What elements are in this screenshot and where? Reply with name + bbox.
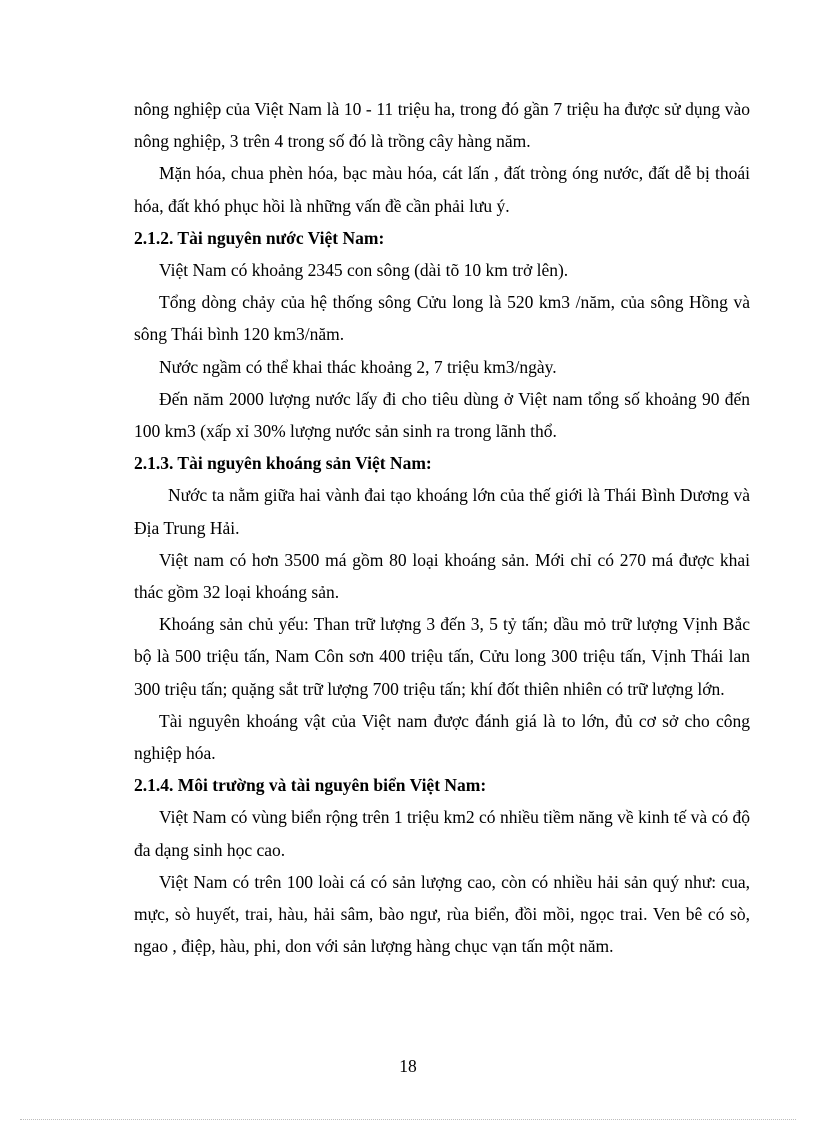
paragraph: Việt nam có hơn 3500 má gồm 80 loại khoáng sản. Mới chỉ có 270 má được khai thác gồm 32 loại khoáng sản.: [134, 549, 750, 603]
paragraph: Việt Nam có trên 100 loài cá có sản lượng cao, còn có nhiều hải sản quý như: cua, mực, sò huyết, trai, hàu, hải sâm, bào ngư, rùa biển, đồi mồi, ngọc trai. Ven bê có sò, ngao , điệp, hàu, phi, don với sản lượng hàng chục vạn tấn một năm.: [134, 871, 750, 957]
document-body: [134, 93, 750, 962]
section-heading-sea: 2.1.4. Môi trường và tài nguyên biển Việt Nam:: [134, 775, 487, 796]
paragraph: nông nghiệp của Việt Nam là 10 - 11 triệu ha, trong đó gần 7 triệu ha được sử dụng vào nông nghiệp, 3 trên 4 trong số đó là trồng cây hàng năm.: [134, 99, 750, 152]
section-heading-minerals: 2.1.3. Tài nguyên khoáng sản Việt Nam:: [134, 453, 432, 474]
paragraph: Nước ngầm có thể khai thác khoảng 2, 7 triệu km3/ngày.: [159, 356, 557, 377]
page-number: 18: [399, 1056, 417, 1076]
paragraph: Nước ta nằm giữa hai vành đai tạo khoáng lớn của thế giới là Thái Bình Dương và Địa Trung Hải.: [134, 485, 750, 538]
paragraph: Việt Nam có vùng biển rộng trên 1 triệu km2 có nhiều tiềm năng về kinh tế và có độ đa dạng sinh học cao.: [134, 807, 750, 860]
section-heading-water: 2.1.2. Tài nguyên nước Việt Nam:: [134, 227, 385, 248]
paragraph: Tài nguyên khoáng vật của Việt nam được đánh giá là to lớn, đủ cơ sở cho công nghiệp hóa.: [134, 710, 750, 764]
paragraph: Đến năm 2000 lượng nước lấy đi cho tiêu dùng ở Việt nam tổng số khoảng 90 đến 100 km3 (xấp xỉ 30% lượng nước sản sinh ra trong lãnh thổ.: [134, 388, 750, 442]
paragraph: Tổng dòng chảy của hệ thống sông Cửu long là 520 km3 /năm, của sông Hồng và sông Thái bình 120 km3/năm.: [134, 292, 750, 345]
page-bottom-divider: [20, 1119, 796, 1120]
paragraph: Mặn hóa, chua phèn hóa, bạc màu hóa, cát lấn , đất tròng óng nước, đất dễ bị thoái hóa, đất khó phục hồi là những vấn đề cần phải lưu ý.: [134, 163, 750, 216]
paragraph: Việt Nam có khoảng 2345 con sông (dài tõ 10 km trở lên).: [159, 260, 569, 281]
paragraph: Khoáng sản chủ yếu: Than trữ lượng 3 đến 3, 5 tỷ tấn; dầu mỏ trữ lượng Vịnh Bắc bộ là 500 triệu tấn, Nam Côn sơn 400 triệu tấn, Cửu long 300 triệu tấn, Vịnh Thái lan 300 triệu tấn; quặng sắt trữ lượng 700 triệu tấn; khí đốt thiên nhiên có trữ lượng lớn.: [134, 614, 750, 699]
